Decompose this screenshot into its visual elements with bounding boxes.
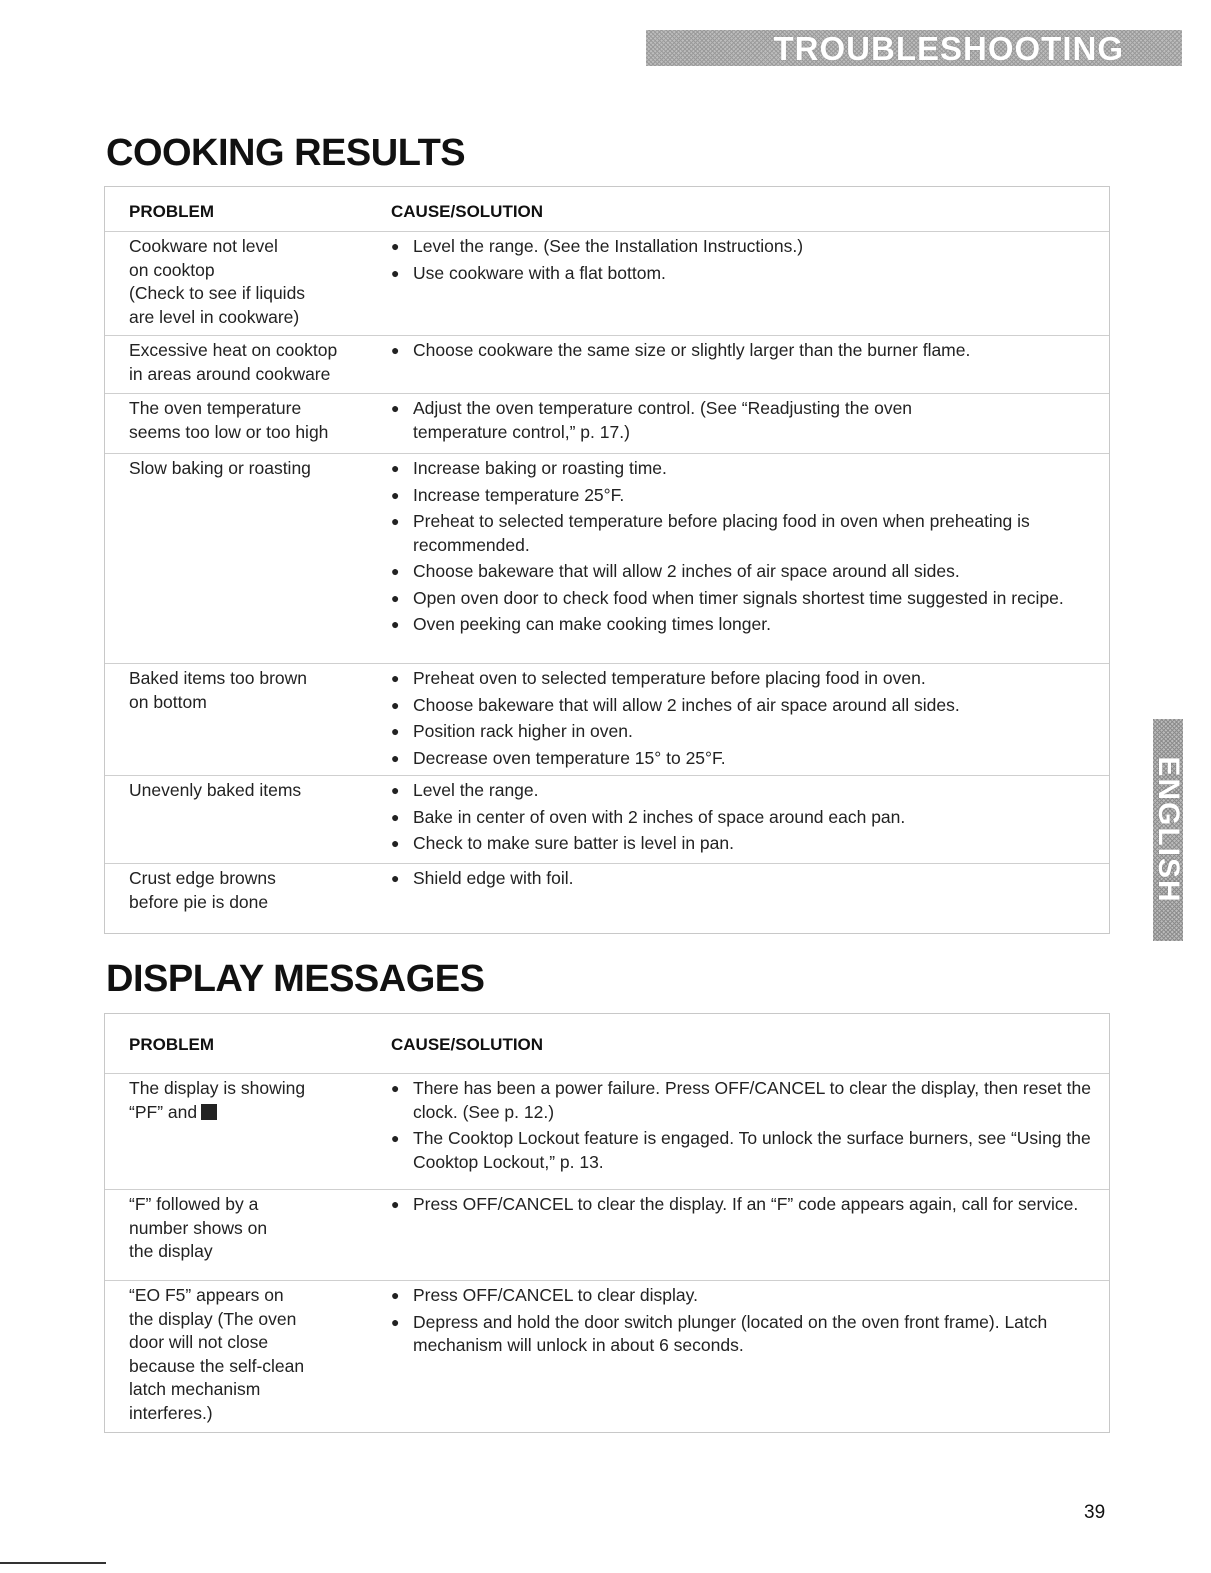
cause-item: ● Shield edge with foil. bbox=[391, 867, 1091, 891]
bullet-icon: ● bbox=[391, 513, 400, 529]
bullet-icon: ● bbox=[391, 723, 400, 739]
cause-item: ● Press OFF/CANCEL to clear the display. If an “F” code appears again, call for service. bbox=[391, 1193, 1091, 1217]
cause-item: ● The Cooktop Lockout feature is engaged. To unlock the surface burners, see “Using the Cooktop Lockout,” p. 13. bbox=[391, 1128, 1091, 1172]
cause-list bbox=[391, 457, 1091, 640]
problem-text: The display is showing “PF” and bbox=[129, 1078, 306, 1122]
cause-item: ● Decrease oven temperature 15° to 25°F. bbox=[391, 747, 1091, 771]
table-row bbox=[105, 1189, 1109, 1281]
problem-text: Excessive heat on cooktop in areas around cookware bbox=[129, 340, 338, 384]
cause-list bbox=[391, 339, 1091, 366]
cause-item: ● Choose bakeware that will allow 2 inches of air space around all sides. bbox=[391, 560, 1091, 584]
bullet-icon: ● bbox=[391, 835, 400, 851]
bullet-icon: ● bbox=[391, 782, 400, 798]
cause-item: ● Check to make sure batter is level in pan. bbox=[391, 832, 1091, 856]
cause-item: ● Choose bakeware that will allow 2 inches of air space around all sides. bbox=[391, 694, 1091, 718]
column-header-cause: CAUSE/SOLUTION bbox=[391, 1035, 544, 1054]
footer-divider bbox=[0, 1562, 106, 1564]
bullet-icon: ● bbox=[391, 1080, 400, 1096]
column-header-problem: PROBLEM bbox=[129, 1035, 214, 1054]
language-label: ENGLISH bbox=[1152, 756, 1185, 904]
cause-item: ● Adjust the oven temperature control. (See “Readjusting the oven temperature control,” p. 17.) bbox=[391, 398, 913, 442]
cause-list bbox=[391, 1193, 1091, 1220]
bullet-icon: ● bbox=[391, 749, 400, 766]
cause-item: ● Increase temperature 25°F. bbox=[391, 484, 1091, 508]
cause-item: ● Use cookware with a flat bottom. bbox=[391, 262, 1091, 286]
cause-list bbox=[391, 1284, 1091, 1361]
cause-item: ● Choose cookware the same size or slightly larger than the burner flame. bbox=[391, 339, 1091, 363]
problem-text: Unevenly baked items bbox=[129, 780, 302, 800]
bullet-icon: ● bbox=[391, 400, 400, 416]
table-row bbox=[105, 775, 1109, 864]
problem-text: Cookware not level on cooktop (Check to see if liquids are level in cookware) bbox=[129, 236, 306, 327]
cause-item: ● Depress and hold the door switch plunger (located on the oven front frame). Latch mechanism will unlock in about 6 seconds. bbox=[391, 1311, 1048, 1355]
table-row bbox=[105, 1073, 1109, 1190]
bullet-icon: ● bbox=[391, 670, 400, 686]
bullet-icon: ● bbox=[391, 264, 400, 281]
problem-text: “EO F5” appears on the display (The oven door will not close because the self-clean latch mechanism interferes.) bbox=[129, 1285, 305, 1423]
bullet-icon: ● bbox=[391, 1196, 400, 1212]
cause-item: ● Preheat to selected temperature before placing food in oven when preheating is recommended. bbox=[391, 511, 1030, 555]
table-row bbox=[105, 393, 1109, 454]
bullet-icon: ● bbox=[391, 616, 400, 632]
display-code-icon bbox=[201, 1104, 217, 1120]
problem-text: “F” followed by a number shows on the display bbox=[129, 1194, 268, 1261]
cause-list bbox=[391, 1077, 1091, 1177]
cause-list bbox=[391, 667, 1091, 773]
bullet-icon: ● bbox=[391, 1313, 400, 1330]
bullet-icon: ● bbox=[391, 486, 400, 503]
bullet-icon: ● bbox=[391, 589, 400, 606]
display-messages-table bbox=[104, 1013, 1110, 1433]
cause-item: ● Increase baking or roasting time. bbox=[391, 457, 1091, 481]
cause-item: ● Bake in center of oven with 2 inches of space around each pan. bbox=[391, 806, 1091, 830]
cause-list bbox=[391, 397, 1011, 447]
bullet-icon: ● bbox=[391, 460, 400, 476]
cooking-results-table bbox=[104, 186, 1110, 934]
table-row bbox=[105, 1280, 1109, 1433]
bullet-icon: ● bbox=[391, 808, 400, 825]
bullet-icon: ● bbox=[391, 563, 400, 579]
bullet-icon: ● bbox=[391, 342, 400, 358]
cause-item: ● Position rack higher in oven. bbox=[391, 720, 1091, 744]
bullet-icon: ● bbox=[391, 696, 400, 713]
language-side-tab bbox=[1153, 719, 1183, 941]
bullet-icon: ● bbox=[391, 1287, 400, 1303]
cause-item: ● There has been a power failure. Press OFF/CANCEL to clear the display, then reset the clock. (See p. 12.) bbox=[391, 1078, 1091, 1122]
cause-list bbox=[391, 867, 1091, 894]
page-number: 39 bbox=[1084, 1502, 1106, 1523]
cause-item: ● Press OFF/CANCEL to clear display. bbox=[391, 1284, 1091, 1308]
bullet-icon: ● bbox=[391, 1130, 400, 1146]
bullet-icon: ● bbox=[391, 870, 400, 886]
problem-text: Slow baking or roasting bbox=[129, 458, 311, 478]
display-messages-title: DISPLAY MESSAGES bbox=[106, 958, 485, 1000]
cause-list bbox=[391, 235, 1091, 288]
cooking-results-title: COOKING RESULTS bbox=[106, 132, 466, 174]
cause-list bbox=[391, 779, 1091, 859]
table-row bbox=[105, 663, 1109, 776]
cause-item: ● Level the range. (See the Installation Instructions.) bbox=[391, 235, 1091, 259]
column-header-cause: CAUSE/SOLUTION bbox=[391, 202, 544, 221]
problem-text: Crust edge browns before pie is done bbox=[129, 868, 276, 912]
bullet-icon: ● bbox=[391, 238, 400, 254]
cause-item: ● Level the range. bbox=[391, 779, 1091, 803]
cause-item: ● Oven peeking can make cooking times longer. bbox=[391, 613, 1091, 637]
table-row bbox=[105, 335, 1109, 394]
table-row bbox=[105, 453, 1109, 664]
problem-text: The oven temperature seems too low or too high bbox=[129, 398, 329, 442]
problem-text: Baked items too brown on bottom bbox=[129, 668, 308, 712]
column-header-problem: PROBLEM bbox=[129, 202, 214, 221]
section-header-tab bbox=[646, 30, 1182, 66]
cause-item: ● Preheat oven to selected temperature before placing food in oven. bbox=[391, 667, 1091, 691]
section-header-label: TROUBLESHOOTING bbox=[773, 30, 1124, 67]
table-row bbox=[105, 231, 1109, 336]
table-row bbox=[105, 863, 1109, 934]
cause-item: ● Open oven door to check food when timer signals shortest time suggested in recipe. bbox=[391, 587, 1091, 611]
